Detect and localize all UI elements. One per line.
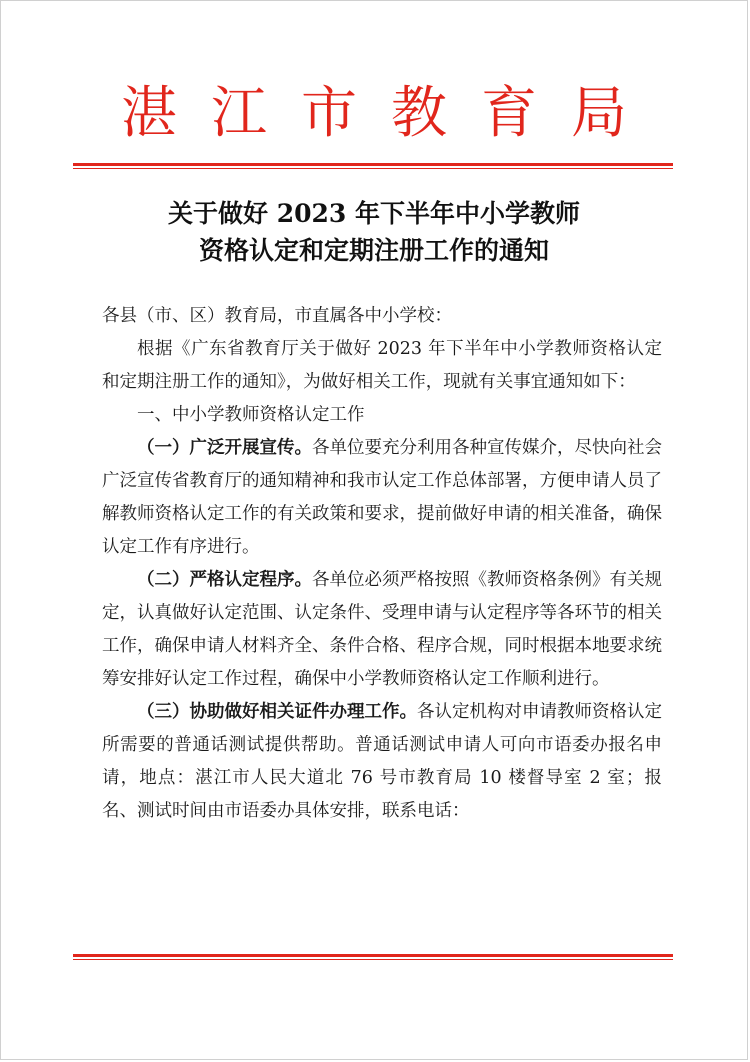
section-1-heading: 一、中小学教师资格认定工作 [137, 405, 365, 425]
item-2-text: 各单位必须严格按照《教师资格条例》有关规定，认真做好认定范围、认定条件、受理申请与认定程序等各环节的相关工作，确保申请人材料齐全、条件合格、程序合规，同时根据本地要求统筹安排好认定工作过程，确保中小学教师资格认定工作顺利进行。 [102, 570, 662, 689]
item-2-lead: （二）严格认定程序。 [137, 570, 312, 590]
item-2-paragraph [102, 564, 662, 696]
notice-body [102, 300, 662, 828]
item-3-paragraph [102, 696, 662, 828]
item-3-lead: （三）协助做好相关证件办理工作。 [137, 702, 417, 722]
header-rule [73, 163, 673, 169]
footer-rule [73, 954, 673, 960]
notice-title-line-1: 关于做好 2023 年下半年中小学教师 [168, 199, 580, 228]
item-1-lead: （一）广泛开展宣传。 [137, 438, 312, 458]
masthead-title: 湛江市教育局 [121, 81, 661, 146]
salutation: 各县（市、区）教育局，市直属各中小学校： [102, 306, 452, 326]
item-1-text: 各单位要充分利用各种宣传媒介，尽快向社会广泛宣传省教育厅的通知精神和我市认定工作总体部署，方便申请人员了解教师资格认定工作的有关政策和要求，提前做好申请的相关准备，确保认定工作有序进行。 [102, 438, 662, 557]
notice-title-line-2: 资格认定和定期注册工作的通知 [198, 236, 549, 265]
item-3-text: 各认定机构对申请教师资格认定所需要的普通话测试提供帮助。普通话测试申请人可向市语委办报名申请，地点：湛江市人民大道北 76 号市教育局 10 楼督导室 2 室；报名、测试时间由市语委办具体安排，联系电话： [102, 702, 662, 821]
intro-paragraph: 根据《广东省教育厅关于做好 2023 年下半年中小学教师资格认定和定期注册工作的通知》，为做好相关工作，现就有关事宜通知如下： [102, 339, 662, 392]
item-1-paragraph [102, 432, 662, 564]
